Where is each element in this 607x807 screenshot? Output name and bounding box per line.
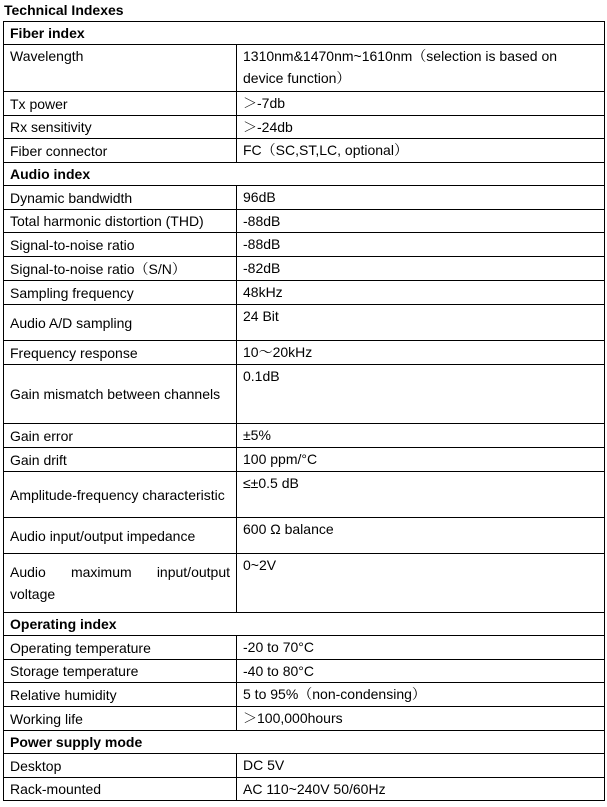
row-value: ＞100,000hours [237, 707, 605, 731]
table-row [4, 257, 605, 281]
row-value: -88dB [237, 210, 605, 233]
row-label: Audio maximum input/output voltage [4, 554, 237, 613]
table-row [4, 472, 605, 518]
row-label: Desktop [4, 754, 237, 778]
row-label: Gain error [4, 424, 237, 448]
table-row [4, 660, 605, 683]
row-value: DC 5V [237, 754, 605, 778]
row-value: -82dB [237, 257, 605, 281]
table-row [4, 341, 605, 365]
row-label: Storage temperature [4, 660, 237, 683]
row-label: Gain drift [4, 448, 237, 472]
row-value: 5 to 95%（non-condensing） [237, 683, 605, 707]
section-title: Power supply mode [4, 731, 605, 754]
row-label: Audio A/D sampling [4, 305, 237, 341]
table-row [4, 778, 605, 801]
table-row [4, 92, 605, 116]
section-title: Fiber index [4, 22, 605, 45]
row-label: Amplitude-frequency characteristic [4, 472, 237, 518]
table-row [4, 233, 605, 257]
table-row [4, 116, 605, 139]
row-value: ＞-24db [237, 116, 605, 139]
row-label: Rx sensitivity [4, 116, 237, 139]
table-row [4, 707, 605, 731]
row-label: Signal-to-noise ratio（S/N） [4, 257, 237, 281]
row-label: Total harmonic distortion (THD) [4, 210, 237, 233]
table-row [4, 186, 605, 210]
row-value: ≤±0.5 dB [237, 472, 605, 518]
row-value: AC 110~240V 50/60Hz [237, 778, 605, 801]
row-value: -20 to 70°C [237, 636, 605, 660]
row-label: Relative humidity [4, 683, 237, 707]
row-label: Fiber connector [4, 139, 237, 163]
row-label: Frequency response [4, 341, 237, 365]
table-row [4, 45, 605, 92]
row-value: 0~2V [237, 554, 605, 613]
table-row [4, 210, 605, 233]
spec-table [3, 21, 605, 801]
row-label: Working life [4, 707, 237, 731]
section-header-row [4, 731, 605, 754]
row-value: -40 to 80°C [237, 660, 605, 683]
row-label: Wavelength [4, 45, 237, 92]
section-header-row [4, 22, 605, 45]
row-label: Dynamic bandwidth [4, 186, 237, 210]
row-value: 96dB [237, 186, 605, 210]
table-row [4, 554, 605, 613]
row-label: Rack-mounted [4, 778, 237, 801]
row-label: Gain mismatch between channels [4, 365, 237, 424]
page-title: Technical Indexes [4, 2, 124, 18]
row-label: Signal-to-noise ratio [4, 233, 237, 257]
section-title: Audio index [4, 163, 605, 186]
table-row [4, 683, 605, 707]
row-value: 48kHz [237, 281, 605, 305]
table-row [4, 424, 605, 448]
row-label: Operating temperature [4, 636, 237, 660]
table-row [4, 518, 605, 554]
section-header-row [4, 613, 605, 636]
row-label: Tx power [4, 92, 237, 116]
row-value: 10～20kHz [237, 341, 605, 365]
section-title: Operating index [4, 613, 605, 636]
row-value: 1310nm&1470nm~1610nm（selection is based on device function） [237, 45, 605, 92]
table-row [4, 754, 605, 778]
row-value: -88dB [237, 233, 605, 257]
table-row [4, 281, 605, 305]
row-value: 0.1dB [237, 365, 605, 424]
table-row [4, 139, 605, 163]
row-value: FC（SC,ST,LC, optional） [237, 139, 605, 163]
table-row [4, 365, 605, 424]
row-value: 600 Ω balance [237, 518, 605, 554]
row-label: Sampling frequency [4, 281, 237, 305]
table-row [4, 305, 605, 341]
table-row [4, 636, 605, 660]
row-value: ±5% [237, 424, 605, 448]
row-value: 24 Bit [237, 305, 605, 341]
row-value: ＞-7db [237, 92, 605, 116]
row-label: Audio input/output impedance [4, 518, 237, 554]
table-row [4, 448, 605, 472]
section-header-row [4, 163, 605, 186]
row-value: 100 ppm/°C [237, 448, 605, 472]
